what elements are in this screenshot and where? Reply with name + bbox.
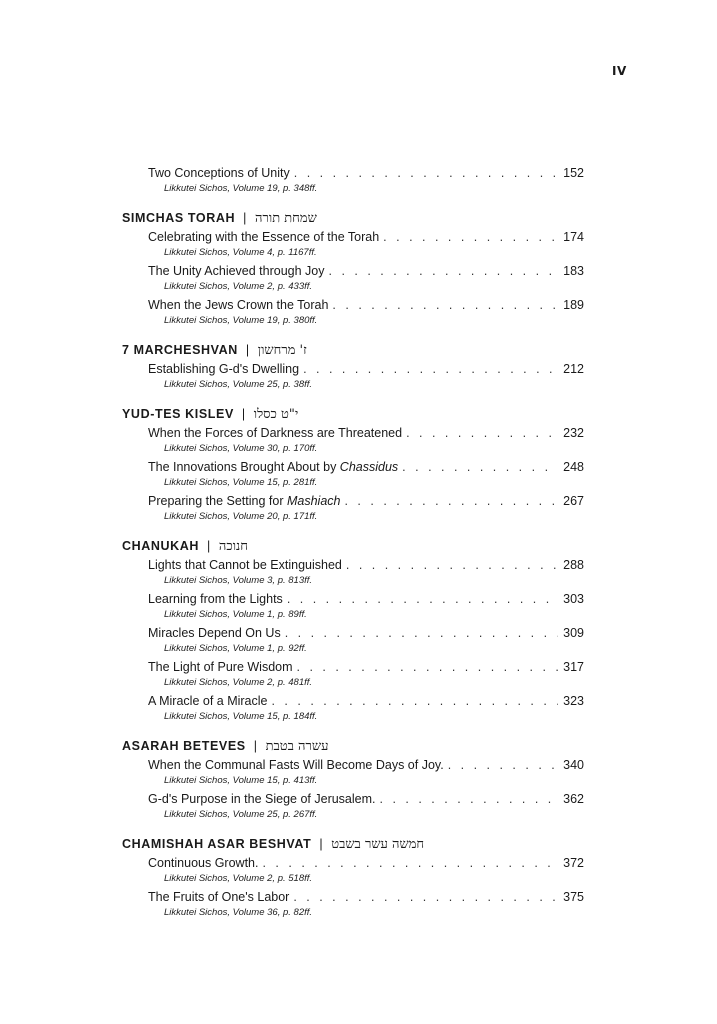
section-hebrew-title: י"ט כסלו	[253, 407, 299, 422]
section-hebrew-title: עשרה בטבת	[265, 739, 329, 754]
entry-source: Likkutei Sichos, Volume 2, p. 518ff.	[164, 873, 313, 884]
entry-page-number: 174	[563, 230, 584, 244]
leader-dots	[287, 590, 558, 609]
entry-source: Likkutei Sichos, Volume 25, p. 267ff.	[164, 809, 318, 820]
section-title: ASARAH BETEVES	[122, 739, 246, 753]
entry-title: Lights that Cannot be Extinguished	[148, 558, 342, 572]
entry-title	[148, 458, 398, 477]
toc-entry	[148, 262, 584, 296]
leader-dots	[285, 624, 558, 643]
entry-source: Likkutei Sichos, Volume 19, p. 348ff.	[164, 183, 318, 194]
leader-dots	[262, 854, 558, 873]
separator: |	[207, 539, 211, 553]
entry-title: Continuous Growth.	[148, 856, 259, 870]
section-hebrew-title: שמחת תורה	[255, 211, 317, 226]
separator: |	[241, 407, 246, 421]
leader-dots	[346, 556, 558, 575]
section-asarah-beteves	[122, 736, 584, 824]
entry-title-text: Preparing the Setting for	[148, 494, 287, 508]
entry-source: Likkutei Sichos, Volume 19, p. 380ff.	[164, 315, 318, 326]
entry-page-number: 232	[563, 426, 584, 440]
toc-entry	[148, 790, 584, 824]
entry-page-number: 303	[563, 592, 584, 606]
toc-entry	[148, 556, 584, 590]
toc-entry	[148, 756, 584, 790]
entry-source: Likkutei Sichos, Volume 20, p. 171ff.	[164, 511, 318, 522]
leader-dots	[329, 262, 559, 281]
entry-title: Miracles Depend On Us	[148, 626, 281, 640]
entry-title: When the Jews Crown the Torah	[148, 298, 329, 312]
section-hebrew-title: חמשה עשר בשבט	[331, 837, 425, 852]
entry-title: A Miracle of a Miracle	[148, 694, 268, 708]
entry-page-number: 183	[563, 264, 584, 278]
section-heading	[122, 834, 584, 854]
entry-source: Likkutei Sichos, Volume 15, p. 184ff.	[164, 711, 318, 722]
entry-page-number: 340	[563, 758, 584, 772]
toc-entry	[148, 164, 584, 198]
entry-title	[148, 492, 340, 511]
section-simchas-torah	[122, 208, 584, 330]
leader-dots	[297, 658, 558, 677]
leader-dots	[293, 888, 558, 907]
page-number: IV	[612, 64, 627, 78]
entry-title: The Unity Achieved through Joy	[148, 264, 325, 278]
entry-page-number: 317	[563, 660, 584, 674]
section-title: CHAMISHAH ASAR BESHVAT	[122, 837, 312, 851]
toc-entry	[148, 590, 584, 624]
section-hebrew-title: חנוכה	[218, 539, 248, 554]
entry-page-number: 372	[563, 856, 584, 870]
section-heading	[122, 208, 584, 228]
separator: |	[243, 211, 247, 225]
leader-dots	[402, 458, 558, 477]
table-of-contents	[122, 164, 584, 922]
entry-title: Celebrating with the Essence of the Torah	[148, 230, 380, 244]
entry-title: Establishing G-d's Dwelling	[148, 362, 300, 376]
section-title: CHANUKAH	[122, 539, 200, 553]
leader-dots	[448, 756, 558, 775]
section-heading	[122, 536, 584, 556]
entry-page-number: 248	[563, 460, 584, 474]
toc-entry	[148, 888, 584, 922]
leader-dots	[294, 164, 558, 183]
toc-entry	[148, 458, 584, 492]
entry-title: Two Conceptions of Unity	[148, 166, 290, 180]
entry-title: Learning from the Lights	[148, 592, 283, 606]
entry-page-number: 362	[563, 792, 584, 806]
entry-title-italic: Mashiach	[286, 494, 341, 508]
entry-source: Likkutei Sichos, Volume 4, p. 1167ff.	[164, 247, 317, 258]
leader-dots	[332, 296, 558, 315]
entry-title: The Light of Pure Wisdom	[148, 660, 293, 674]
leader-dots	[303, 360, 558, 379]
separator: |	[245, 343, 250, 357]
entry-title: G-d's Purpose in the Siege of Jerusalem.	[148, 792, 376, 806]
entry-source: Likkutei Sichos, Volume 30, p. 170ff.	[164, 443, 318, 454]
toc-entry	[148, 624, 584, 658]
entry-title: The Fruits of One's Labor	[148, 890, 290, 904]
entry-title-text: The Innovations Brought About by	[148, 460, 340, 474]
section-chanukah	[122, 536, 584, 726]
entry-source: Likkutei Sichos, Volume 2, p. 481ff.	[164, 677, 313, 688]
entry-source: Likkutei Sichos, Volume 1, p. 89ff.	[164, 609, 307, 620]
entry-page-number: 152	[563, 166, 584, 180]
leader-dots	[271, 692, 558, 711]
section-7-marcheshvan	[122, 340, 584, 394]
entry-source: Likkutei Sichos, Volume 36, p. 82ff.	[164, 907, 313, 918]
section-chamishah-asar-beshvat	[122, 834, 584, 922]
entry-title: When the Forces of Darkness are Threatened	[148, 426, 403, 440]
entry-source: Likkutei Sichos, Volume 15, p. 281ff.	[164, 477, 318, 488]
entry-title-italic: Chassidus	[339, 460, 399, 474]
toc-entry	[148, 228, 584, 262]
separator: |	[319, 837, 324, 851]
entry-page-number: 212	[563, 362, 584, 376]
section-hebrew-title: ז' מרחשון	[257, 343, 307, 358]
section-title: 7 MARCHESHVAN	[122, 343, 238, 357]
toc-entry	[148, 296, 584, 330]
leader-dots	[406, 424, 558, 443]
entry-source: Likkutei Sichos, Volume 25, p. 38ff.	[164, 379, 313, 390]
toc-entry	[148, 424, 584, 458]
section-heading	[122, 736, 584, 756]
leader-dots	[383, 228, 558, 247]
leader-dots	[344, 492, 558, 511]
section-heading	[122, 404, 584, 424]
entry-page-number: 309	[563, 626, 584, 640]
entry-source: Likkutei Sichos, Volume 15, p. 413ff.	[164, 775, 318, 786]
entry-page-number: 323	[563, 694, 584, 708]
toc-entry	[148, 658, 584, 692]
section-title: SIMCHAS TORAH	[122, 211, 236, 225]
entry-source: Likkutei Sichos, Volume 1, p. 92ff.	[164, 643, 307, 654]
entry-page-number: 288	[563, 558, 584, 572]
toc-entry	[148, 492, 584, 526]
toc-entry	[148, 360, 584, 394]
entry-title: When the Communal Fasts Will Become Days of Joy.	[148, 758, 444, 772]
section-yud-tes-kislev	[122, 404, 584, 526]
toc-entry	[148, 692, 584, 726]
entry-page-number: 189	[563, 298, 584, 312]
entry-source: Likkutei Sichos, Volume 3, p. 813ff.	[164, 575, 313, 586]
entry-page-number: 375	[563, 890, 584, 904]
separator: |	[253, 739, 258, 753]
entry-source: Likkutei Sichos, Volume 2, p. 433ff.	[164, 281, 313, 292]
section-heading	[122, 340, 584, 360]
leader-dots	[380, 790, 558, 809]
entry-page-number: 267	[563, 494, 584, 508]
section-title: YUD-TES KISLEV	[122, 407, 234, 421]
toc-entry	[148, 854, 584, 888]
